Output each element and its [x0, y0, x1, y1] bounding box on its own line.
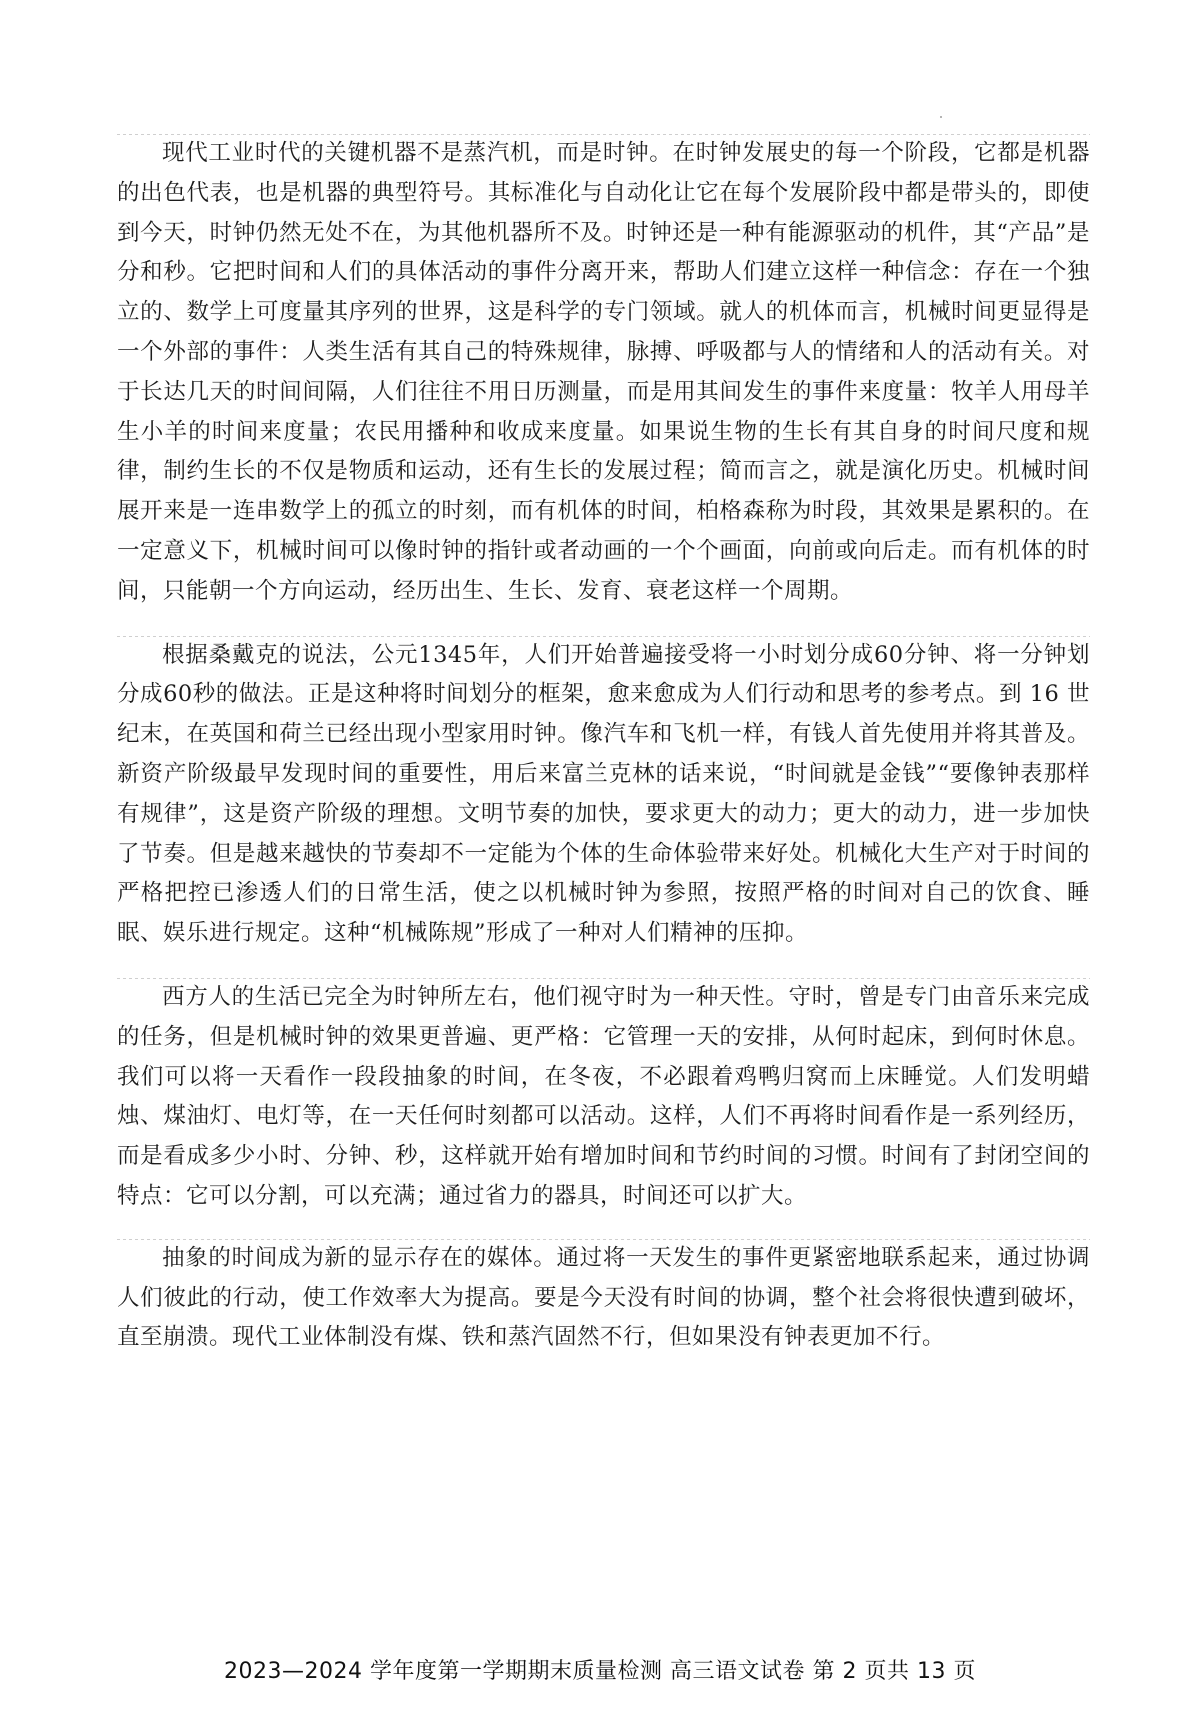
paragraph-4: 抽象的时间成为新的显示存在的媒体。通过将一天发生的事件更紧密地联系起来，通过协调人们彼此的行动，使工作效率大为提高。要是今天没有时间的协调，整个社会将很快遭到破坏，直至崩溃。现代工业体制没有煤、铁和蒸汽固然不行，但如果没有钟表更加不行。: [117, 1239, 1090, 1358]
article-body: [117, 134, 1090, 1358]
paragraph-3: 西方人的生活已完全为时钟所左右，他们视守时为一种天性。守时，曾是专门由音乐来完成的任务，但是机械时钟的效果更普遍、更严格：它管理一天的安排，从何时起床，到何时休息。我们可以将一天看作一段段抽象的时间，在冬夜，不必跟着鸡鸭归窝而上床睡觉。人们发明蜡烛、煤油灯、电灯等，在一天任何时刻都可以活动。这样，人们不再将时间看作是一系列经历，而是看成多少小时、分钟、秒，这样就开始有增加时间和节约时间的习惯。时间有了封闭空间的特点：它可以分割，可以充满；通过省力的器具，时间还可以扩大。: [117, 978, 1090, 1217]
paragraph-1: 现代工业时代的关键机器不是蒸汽机，而是时钟。在时钟发展史的每一个阶段，它都是机器的出色代表，也是机器的典型符号。其标准化与自动化让它在每个发展阶段中都是带头的，即使到今天，时钟仍然无处不在，为其他机器所不及。时钟还是一种有能源驱动的机件，其“产品”是分和秒。它把时间和人们的具体活动的事件分离开来，帮助人们建立这样一种信念：存在一个独立的、数学上可度量其序列的世界，这是科学的专门领域。就人的机体而言，机械时间更显得是一个外部的事件：人类生活有其自己的特殊规律，脉搏、呼吸都与人的情绪和人的活动有关。对于长达几天的时间间隔，人们往往不用日历测量，而是用其间发生的事件来度量：牧羊人用母羊生小羊的时间来度量；农民用播种和收成来度量。如果说生物的生长有其自身的时间尺度和规律，制约生长的不仅是物质和运动，还有生长的发展过程；简而言之，就是演化历史。机械时间展开来是一连串数学上的孤立的时刻，而有机体的时间，柏格森称为时段，其效果是累积的。在一定意义下，机械时间可以像时钟的指针或者动画的一个个画面，向前或向后走。而有机体的时间，只能朝一个方向运动，经历出生、生长、发育、衰老这样一个周期。: [117, 134, 1090, 612]
scan-speck: [940, 116, 942, 118]
paragraph-2: 根据桑戴克的说法，公元1345年，人们开始普遍接受将一小时划分成60分钟、将一分钟划分成60秒的做法。正是这种将时间划分的框架，愈来愈成为人们行动和思考的参考点。到 16 世纪末，在英国和荷兰已经出现小型家用时钟。像汽车和飞机一样，有钱人首先使用并将其普及。新资产阶级最早发现时间的重要性，用后来富兰克林的话来说，“时间就是金钱”“要像钟表那样有规律”，这是资产阶级的理想。文明节奏的加快，要求更大的动力；更大的动力，进一步加快了节奏。但是越来越快的节奏却不一定能为个体的生命体验带来好处。机械化大生产对于时间的严格把控已渗透人们的日常生活，使之以机械时钟为参照，按照严格的时间对自己的饮食、睡眠、娱乐进行规定。这种“机械陈规”形成了一种对人们精神的压抑。: [117, 636, 1090, 954]
page-footer: 2023—2024 学年度第一学期期末质量检测 高三语文试卷 第 2 页共 13 页: [224, 1659, 976, 1684]
